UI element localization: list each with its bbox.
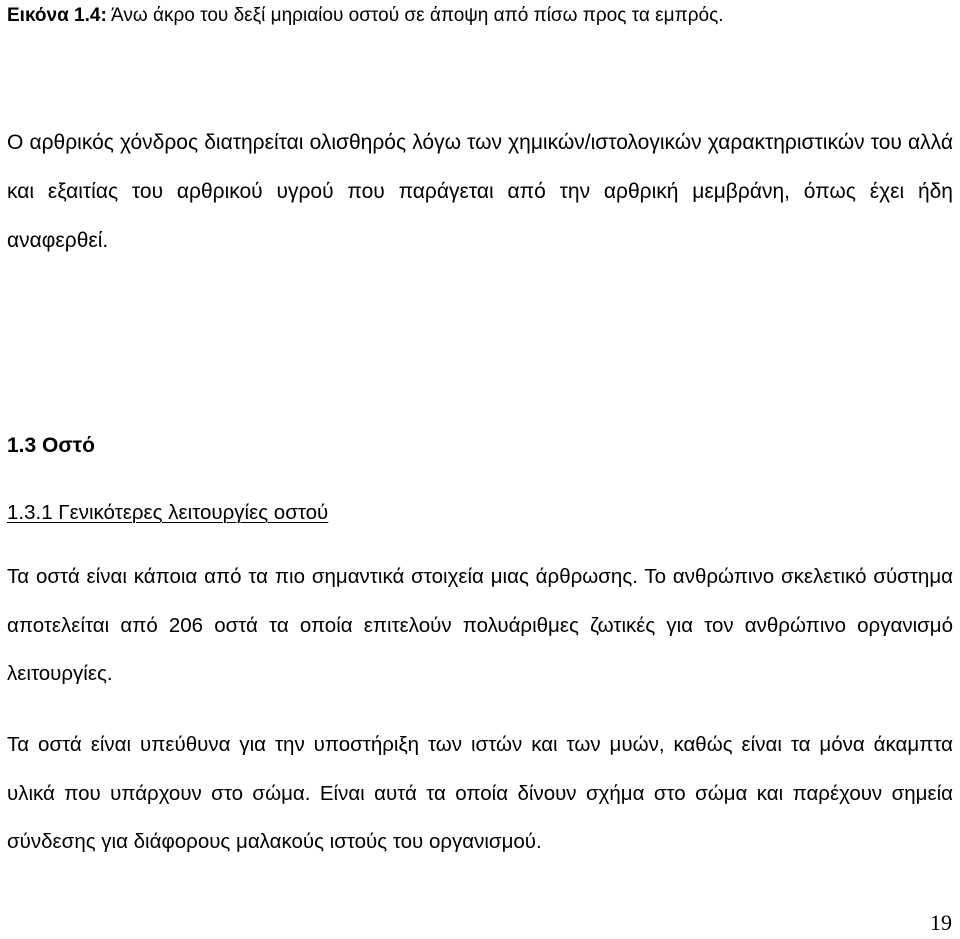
subsection-heading-bone-functions: 1.3.1 Γενικότερες λειτουργίες οστού <box>7 501 329 524</box>
paragraph-cartilage: Ο αρθρικός χόνδρος διατηρείται ολισθηρός λόγω των χημικών/ιστολογικών χαρακτηριστικών του αλλά και εξαιτίας του αρθρικού υγρού που παράγεται από την αρθρική μεμβράνη, όπως έχει ήδη αναφερθεί. <box>7 131 953 252</box>
figure-caption <box>7 4 953 28</box>
paragraph-bones-support: Τα οστά είναι υπεύθυνα για την υποστήριξη των ιστών και των μυών, καθώς είναι τα μόνα άκαμπτα υλικά που υπάρχουν στο σώμα. Είναι αυτά τα οποία δίνουν σχήμα στο σώμα και παρέχουν σημεία σύνδεσης για διάφορους μαλακούς ιστούς του οργανισμού. <box>7 733 953 853</box>
section-heading-bone: 1.3 Οστό <box>7 434 95 457</box>
paragraph-bones-intro: Τα οστά είναι κάποια από τα πιο σημαντικά στοιχεία μιας άρθρωσης. Το ανθρώπινο σκελετικό σύστημα αποτελείται από 206 οστά τα οποία επιτελούν πολυάριθμες ζωτικές για τον ανθρώπινο οργανισμό λειτουργίες. <box>7 565 953 685</box>
figure-caption-label: Εικόνα 1.4: <box>7 5 107 26</box>
figure-caption-text: Άνω άκρο του δεξί μηριαίου οστού σε άποψη από πίσω προς τα εμπρός. <box>106 5 724 26</box>
page-number: 19 <box>930 910 952 935</box>
